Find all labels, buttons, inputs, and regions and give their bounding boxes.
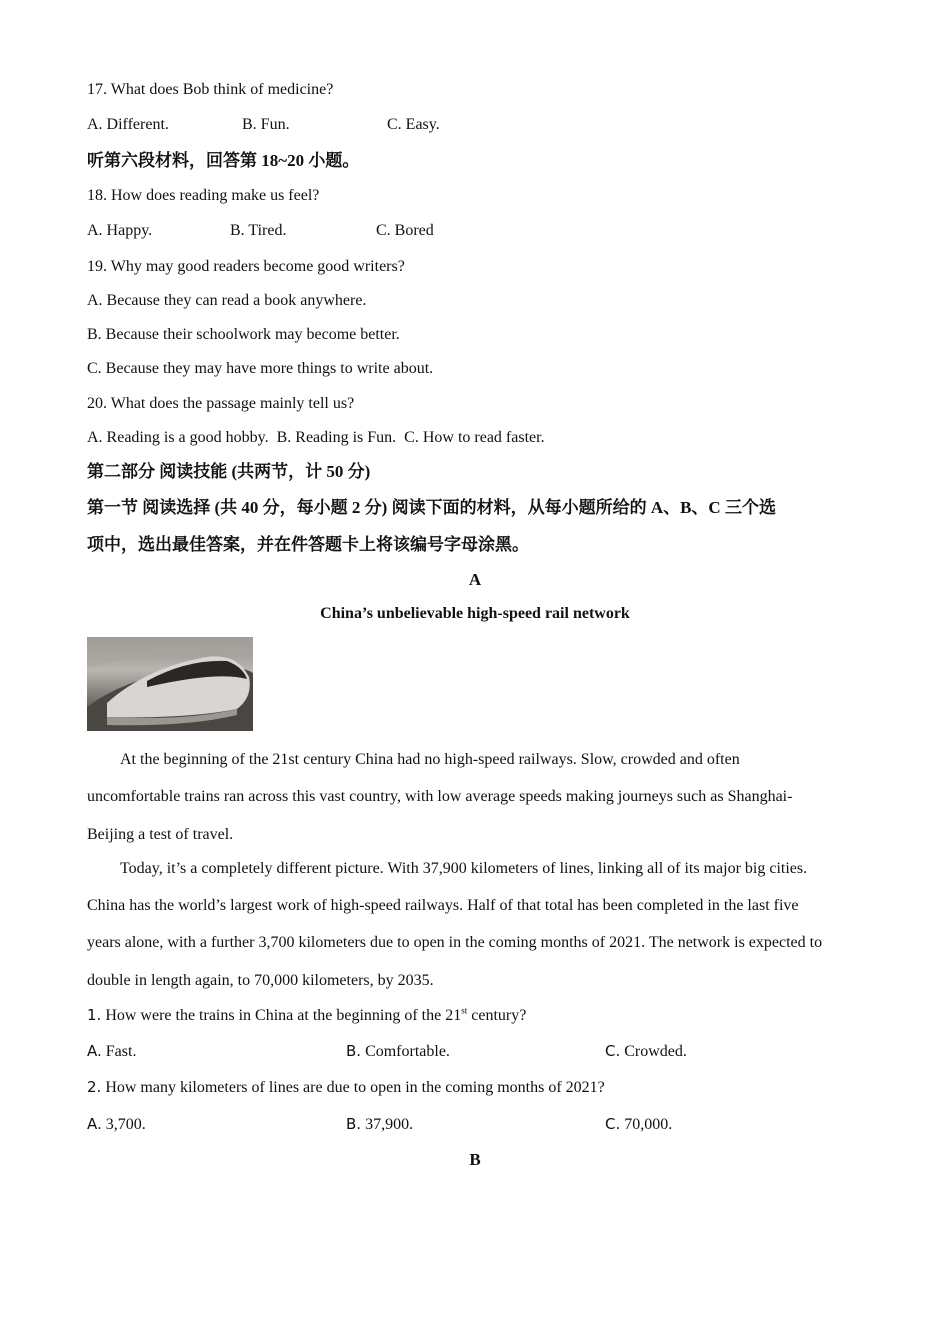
q2-question xyxy=(87,1077,605,1098)
q2-option-b-letter: B. xyxy=(346,1115,362,1133)
q20-options: A. Reading is a good hobby. B. Reading is Fun. C. How to read faster. xyxy=(87,429,545,446)
q1-option-b-letter: B. xyxy=(346,1042,362,1060)
passage-a-p2-line4: double in length again, to 70,000 kilometers, by 2035. xyxy=(87,972,434,989)
section6-header: 听第六段材料，回答第 18~20 小题。 xyxy=(87,151,360,170)
q1-question xyxy=(87,1005,526,1026)
train-illustration-icon xyxy=(87,637,253,731)
q2-text: How many kilometers of lines are due to open in the coming months of 2021? xyxy=(101,1079,605,1096)
q17-option-c: C. Easy. xyxy=(387,116,440,133)
passage-a-p2-line2: China has the world’s largest work of high-speed railways. Half of that total has been completed in the last five xyxy=(87,897,799,914)
q1-option-c xyxy=(605,1041,687,1062)
q17-option-a: A. Different. xyxy=(87,116,169,133)
passage-a-p2-line3: years alone, with a further 3,700 kilometers due to open in the coming months of 2021. The network is expected to xyxy=(87,934,823,951)
q1-option-b-text: Comfortable. xyxy=(361,1043,450,1060)
q19-option-a: A. Because they can read a book anywhere. xyxy=(87,292,367,309)
passage-b-letter: B xyxy=(469,1150,481,1169)
part2-header: 第二部分 阅读技能 (共两节，计 50 分) xyxy=(87,462,371,481)
q2-option-c-text: 70,000. xyxy=(620,1116,673,1133)
q1-option-a-letter: A. xyxy=(87,1042,102,1060)
q1-superscript: st xyxy=(461,1005,468,1016)
q1-option-b xyxy=(346,1041,450,1062)
q17-option-b: B. Fun. xyxy=(242,116,290,133)
q2-option-b-text: 37,900. xyxy=(361,1116,414,1133)
passage-a-p1-line1: At the beginning of the 21st century China had no high-speed railways. Slow, crowded and often xyxy=(120,751,740,768)
q2-option-c-letter: C. xyxy=(605,1115,621,1133)
q18-question: 18. How does reading make us feel? xyxy=(87,187,320,204)
q2-option-c xyxy=(605,1114,672,1135)
q19-option-b: B. Because their schoolwork may become better. xyxy=(87,326,400,343)
q2-number: 2. xyxy=(87,1078,102,1096)
passage-a-p1-line3: Beijing a test of travel. xyxy=(87,826,234,843)
q1-option-c-letter: C. xyxy=(605,1042,621,1060)
q2-option-a-text: 3,700. xyxy=(101,1116,146,1133)
section1-header-line2: 项中，选出最佳答案，并在件答题卡上将该编号字母涂黑。 xyxy=(87,535,529,554)
high-speed-train-photo xyxy=(87,637,253,731)
q18-option-b: B. Tired. xyxy=(230,222,287,239)
q19-question: 19. Why may good readers become good writers? xyxy=(87,258,405,275)
section1-header-line1: 第一节 阅读选择 (共 40 分，每小题 2 分) 阅读下面的材料，从每小题所给的 A、B、C 三个选 xyxy=(87,498,776,517)
q2-option-b xyxy=(346,1114,413,1135)
passage-a-p2-line1: Today, it’s a completely different picture. With 37,900 kilometers of lines, linking all of its major big cities. xyxy=(120,860,808,877)
passage-a-letter: A xyxy=(468,570,482,589)
q20-question: 20. What does the passage mainly tell us? xyxy=(87,395,355,412)
q1-text: How were the trains in China at the beginning of the 21 xyxy=(101,1007,462,1024)
q19-option-c: C. Because they may have more things to write about. xyxy=(87,360,434,377)
q1-option-a xyxy=(87,1041,136,1062)
passage-a-title: China’s unbelievable high-speed rail network xyxy=(320,605,630,622)
passage-a-p1-line2: uncomfortable trains ran across this vast country, with low average speeds making journeys such as Shanghai- xyxy=(87,788,793,805)
q18-option-a: A. Happy. xyxy=(87,222,153,239)
q18-option-c: C. Bored xyxy=(376,222,434,239)
q1-option-c-text: Crowded. xyxy=(620,1043,687,1060)
q2-option-a-letter: A. xyxy=(87,1115,102,1133)
q1-option-a-text: Fast. xyxy=(101,1043,137,1060)
q2-option-a xyxy=(87,1114,146,1135)
q1-text-end: century? xyxy=(467,1007,527,1024)
q1-number: 1. xyxy=(87,1006,102,1024)
q17-question: 17. What does Bob think of medicine? xyxy=(87,81,334,98)
